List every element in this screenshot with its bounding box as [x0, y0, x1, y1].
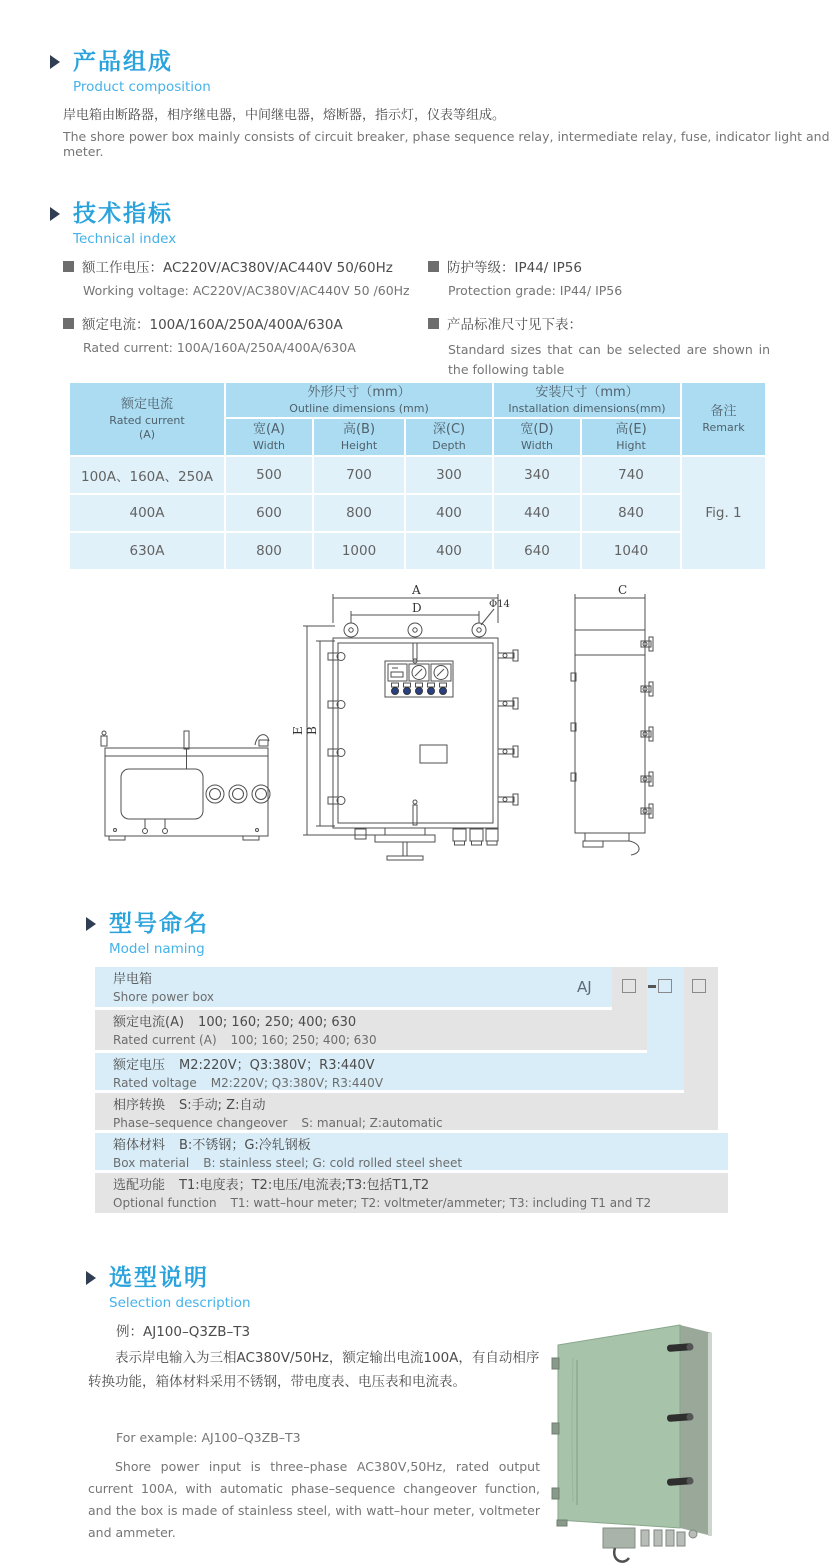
- front-view-drawing: [291, 583, 518, 860]
- section-arrow-icon: [86, 917, 96, 931]
- side-view-drawing: [571, 583, 653, 855]
- spec-rated-current-cn: 额定电流：100A/160A/250A/400A/630A: [63, 313, 418, 333]
- section-model-naming-heading: [86, 910, 209, 957]
- spec-column-right: [428, 256, 770, 395]
- section-product-composition-heading: [50, 48, 211, 95]
- spec-column-left: [63, 256, 418, 370]
- shore-power-box-photo: [552, 1325, 712, 1562]
- spec-standard-sizes-cn: 产品标准尺寸见下表：: [428, 313, 763, 333]
- selection-example-cn: 例：AJ100–Q3ZB–T3: [116, 1324, 251, 1340]
- section-arrow-icon: [50, 207, 60, 221]
- section-title-en: Technical index: [73, 231, 177, 247]
- model-prefix: AJ: [577, 978, 592, 996]
- model-row-rated-current: 额定电流(A) 100; 160; 250; 400; 630 Rated current (A) 100; 160; 250; 400; 630: [95, 1010, 647, 1050]
- meter-panel-drawing: [385, 661, 453, 697]
- hinge-marks: [328, 653, 345, 805]
- latch-marks: [498, 650, 518, 805]
- dim-b-label: B: [305, 726, 319, 735]
- spec-protection-grade-en: Protection grade: IP44/ IP56: [448, 283, 623, 298]
- section-selection-description-heading: [86, 1264, 251, 1311]
- section-title-cn: 选型说明: [109, 1265, 209, 1291]
- model-row-rated-voltage: 额定电压 M2:220V；Q3:380V；R3:440V Rated voltage M2:220V; Q3:380V; R3:440V: [95, 1053, 684, 1090]
- product-composition-body-cn: 岸电箱由断路器，相序继电器，中间继电器，熔断器，指示灯，仪表等组成。: [63, 108, 506, 123]
- model-naming-diagram: [95, 967, 740, 1213]
- th-installation-dimensions: 安装尺寸（mm） Installation dimensions(mm): [493, 382, 681, 418]
- model-code-box-option: [692, 979, 706, 993]
- side-latch-marks: [641, 637, 653, 818]
- section-arrow-icon: [86, 1271, 96, 1285]
- spec-working-voltage-en: Working voltage: AC220V/AC380V/AC440V 50 /60Hz: [83, 283, 410, 298]
- th-hight-e: 高(E) Hight: [581, 418, 681, 456]
- section-title-cn: 型号命名: [109, 911, 209, 937]
- dim-e-label: E: [291, 726, 305, 735]
- section-title-en: Selection description: [109, 1295, 251, 1311]
- model-code-dash: [648, 985, 656, 988]
- model-row-box-material: 箱体材料 B:不锈钢；G:冷轧钢板 Box material B: stainless steel; G: cold rolled steel sheet: [95, 1133, 728, 1170]
- table-row: 100A、160A、250A 500 700 300 340 740 Fig. 1: [69, 456, 766, 494]
- spec-rated-current-en: Rated current: 100A/160A/250A/400A/630A: [83, 340, 356, 355]
- th-height-b: 高(B) Height: [313, 418, 405, 456]
- selection-body-cn: 表示岸电输入为三相AC380V/50Hz，额定输出电流100A，有自动相序转换功能，箱体材料采用不锈钢，带电度表、电压表和电流表。: [88, 1350, 540, 1390]
- bullet-square-icon: [63, 261, 74, 272]
- hole-diameter-label: Φ14: [489, 599, 510, 610]
- bottom-view-drawing: [101, 731, 270, 840]
- model-row-phase-sequence: 相序转换 S:手动; Z:自动 Phase–sequence changeover S: manual; Z:automatic: [95, 1093, 718, 1130]
- bullet-square-icon: [428, 261, 439, 272]
- selection-example-en: For example: AJ100–Q3ZB–T3: [116, 1430, 301, 1445]
- section-title-en: Product composition: [73, 79, 211, 95]
- remark-cell: Fig. 1: [681, 456, 766, 570]
- dim-c-label: C: [618, 583, 628, 597]
- selection-body-en: Shore power input is three–phase AC380V,50Hz, rated output current 100A, with automatic phase–sequence changeover function, and the box is made of stainless steel, with watt–hour meter, voltmeter and ammeter.: [88, 1459, 540, 1540]
- section-arrow-icon: [50, 55, 60, 69]
- th-width-a: 宽(A) Width: [225, 418, 313, 456]
- table-row: 400A 600 800 400 440 840: [69, 494, 766, 532]
- section-title-cn: 技术指标: [73, 201, 173, 227]
- spec-standard-sizes-en: Standard sizes that can be selected are shown in the following table: [448, 342, 770, 377]
- table-row: 630A 800 1000 400 640 1040: [69, 532, 766, 570]
- model-row-shore-power-box: 岸电箱 Shore power box: [95, 967, 612, 1007]
- product-composition-body-en: The shore power box mainly consists of circuit breaker, phase sequence relay, intermediate relay, fuse, indicator light and meter.: [63, 129, 830, 159]
- section-title-en: Model naming: [109, 941, 205, 957]
- product-photo: [545, 1300, 815, 1568]
- model-code-box-voltage: [658, 979, 672, 993]
- bullet-square-icon: [63, 318, 74, 329]
- dim-d-label: D: [412, 601, 422, 615]
- th-depth-c: 深(C) Depth: [405, 418, 493, 456]
- model-code-box-current: [622, 979, 636, 993]
- th-rated-current: 额定电流 Rated current (A): [69, 382, 225, 456]
- section-title-cn: 产品组成: [73, 49, 173, 75]
- size-table: [68, 381, 767, 571]
- dim-a-label: A: [412, 583, 421, 597]
- spec-protection-grade-cn: 防护等级：IP44/ IP56: [428, 256, 763, 276]
- technical-drawings: [85, 583, 785, 883]
- th-outline-dimensions: 外形尺寸（mm） Outline dimensions (mm): [225, 382, 493, 418]
- th-width-d: 宽(D) Width: [493, 418, 581, 456]
- model-row-optional-function: 选配功能 T1:电度表；T2:电压/电流表;T3:包括T1,T2 Optional function T1: watt–hour meter; T2: voltmeter/ammeter; T3: including T1 and T2: [95, 1173, 728, 1213]
- th-remark: 备注 Remark: [681, 382, 766, 456]
- bullet-square-icon: [428, 318, 439, 329]
- section-technical-index-heading: [50, 200, 176, 247]
- spec-working-voltage-cn: 额工作电压：AC220V/AC380V/AC440V 50/60Hz: [63, 256, 418, 276]
